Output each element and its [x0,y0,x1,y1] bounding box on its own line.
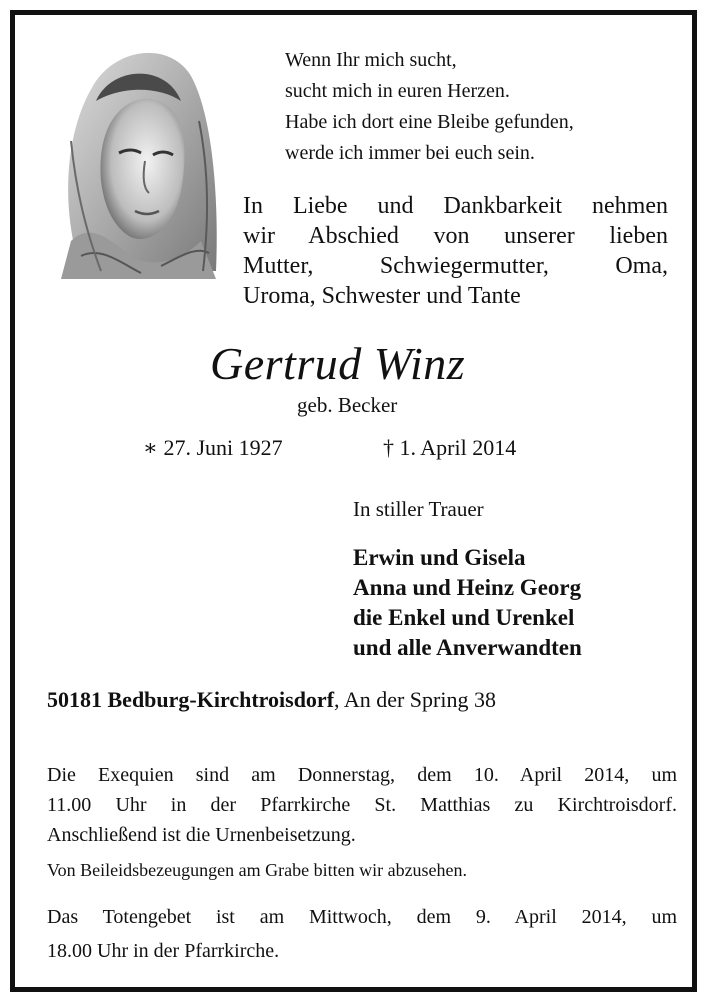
notice-line: 18.00 Uhr in der Pfarrkirche. [47,940,280,962]
notice-line: Das Totengebet ist am Mittwoch, dem 9. April 2014, um [47,906,677,928]
notice-line: 11.00 Uhr in der Pfarrkirche St. Matthias zu Kirchtroisdorf. [47,794,677,816]
exequien-notice [47,760,677,850]
mourner-name: und alle Anverwandten [353,635,582,660]
maiden-name: geb. Becker [297,393,398,417]
notice-line: Anschließend ist die Urnenbeisetzung. [47,824,356,846]
mourner-name: Erwin und Gisela [353,545,526,570]
condolences-notice: Von Beileidsbezeugungen am Grabe bitten wir abzusehen. [47,860,468,880]
poem-line: sucht mich in euren Herzen. [285,80,510,102]
mourner-list [353,543,582,663]
death-date [383,435,516,461]
death-date-text: 1. April 2014 [399,435,517,460]
madonna-portrait-icon [41,41,223,279]
poem [285,45,574,169]
intro-line: Mutter, Schwiegermutter, Oma, [243,253,668,279]
mourner-name: die Enkel und Urenkel [353,605,575,630]
poem-line: Wenn Ihr mich sucht, [285,49,457,71]
poem-line: Habe ich dort eine Bleibe gefunden, [285,111,574,133]
address-street: , An der Spring 38 [334,687,496,712]
birth-date [143,435,283,461]
intro-line: Uroma, Schwester und Tante [243,283,521,309]
notice-line: Die Exequien sind am Donnerstag, dem 10. April 2014, um [47,764,677,786]
mourning-heading: In stiller Trauer [353,497,484,521]
birth-date-text: 27. Juni 1927 [163,435,283,460]
cross-icon: † [383,435,394,460]
birth-star-icon: ∗ [143,435,158,460]
poem-line: werde ich immer bei euch sein. [285,142,535,164]
address-place: 50181 Bedburg-Kirchtroisdorf [47,687,335,712]
deceased-name: Gertrud Winz [210,338,466,389]
intro-text [243,191,668,311]
intro-line: wir Abschied von unserer lieben [243,223,668,249]
mourner-name: Anna und Heinz Georg [353,575,582,600]
address [47,687,496,713]
intro-line: In Liebe und Dankbarkeit nehmen [243,193,668,219]
obituary-frame [10,10,697,992]
totengebet-notice [47,900,677,968]
